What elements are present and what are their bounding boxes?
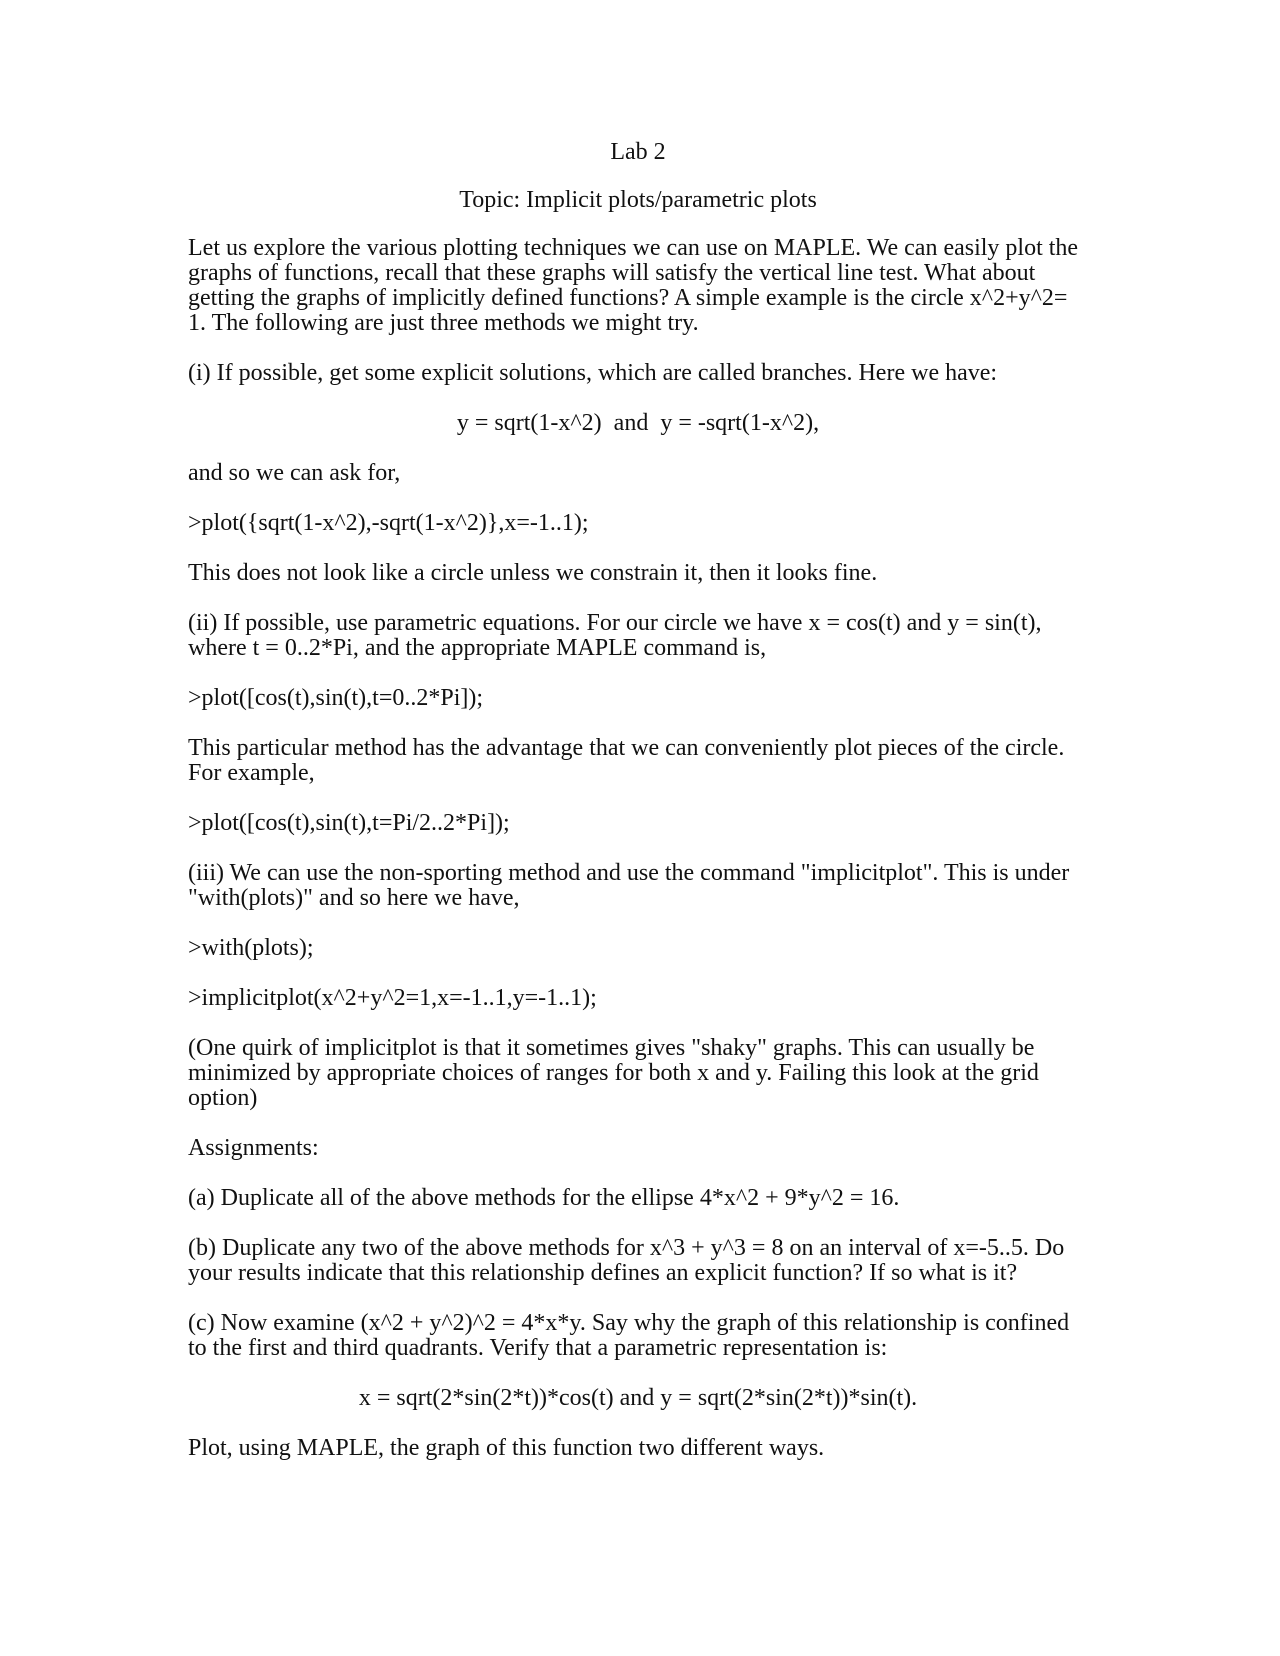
method-iii-paragraph: (iii) We can use the non-sporting method and use the command "implicitplot". This is under "with(plots)" and so here we have, xyxy=(188,860,1070,911)
quirk-note: (One quirk of implicitplot is that it sometimes gives "shaky" graphs. This can usually be minimized by appropriate choices of ranges for both x and y. Failing this look at the grid option) xyxy=(188,1035,1039,1111)
assignment-c: (c) Now examine (x^2 + y^2)^2 = 4*x*y. Say why the graph of this relationship is confined to the first and third quadrants. Verify that a parametric representation is: xyxy=(188,1310,1070,1361)
branches-equation: y = sqrt(1-x^2) and y = -sqrt(1-x^2), xyxy=(456,410,820,436)
constrain-note: This does not look like a circle unless we constrain it, then it looks fine. xyxy=(188,560,878,586)
plot-branches-command: >plot({sqrt(1-x^2),-sqrt(1-x^2)},x=-1..1); xyxy=(188,510,589,536)
assignment-a: (a) Duplicate all of the above methods for the ellipse 4*x^2 + 9*y^2 = 16. xyxy=(188,1185,900,1211)
assignment-b: (b) Duplicate any two of the above methods for x^3 + y^3 = 8 on an interval of x=-5..5. Do your results indicate that this relationship defines an explicit function? If so what is it? xyxy=(188,1235,1065,1286)
topic-heading: Topic: Implicit plots/parametric plots xyxy=(459,187,817,213)
intro-paragraph: Let us explore the various plotting techniques we can use on MAPLE. We can easily plot the graphs of functions, recall that these graphs will satisfy the vertical line test. What about getting the graphs of implicitly defined functions? A simple example is the circle x^2+y^2= 1. The following are just three methods we might try. xyxy=(188,235,1079,336)
document-page xyxy=(188,140,1088,1461)
lab-title: Lab 2 xyxy=(610,139,666,165)
assignments-heading: Assignments: xyxy=(188,1135,319,1161)
parametric-command: >plot([cos(t),sin(t),t=0..2*Pi]); xyxy=(188,685,484,711)
method-i-paragraph: (i) If possible, get some explicit solutions, which are called branches. Here we have: xyxy=(188,360,998,386)
pieces-note: This particular method has the advantage that we can conveniently plot pieces of the circle. For example, xyxy=(188,735,1065,786)
parametric-piece-command: >plot([cos(t),sin(t),t=Pi/2..2*Pi]); xyxy=(188,810,510,836)
method-ii-paragraph: (ii) If possible, use parametric equations. For our circle we have x = cos(t) and y = sin(t), where t = 0..2*Pi, and the appropriate MAPLE command is, xyxy=(188,610,1042,661)
with-plots-command: >with(plots); xyxy=(188,935,314,961)
ask-for-text: and so we can ask for, xyxy=(188,460,401,486)
final-instruction: Plot, using MAPLE, the graph of this function two different ways. xyxy=(188,1435,825,1461)
parametric-representation: x = sqrt(2*sin(2*t))*cos(t) and y = sqrt(2*sin(2*t))*sin(t). xyxy=(358,1385,918,1411)
implicitplot-command: >implicitplot(x^2+y^2=1,x=-1..1,y=-1..1); xyxy=(188,985,597,1011)
